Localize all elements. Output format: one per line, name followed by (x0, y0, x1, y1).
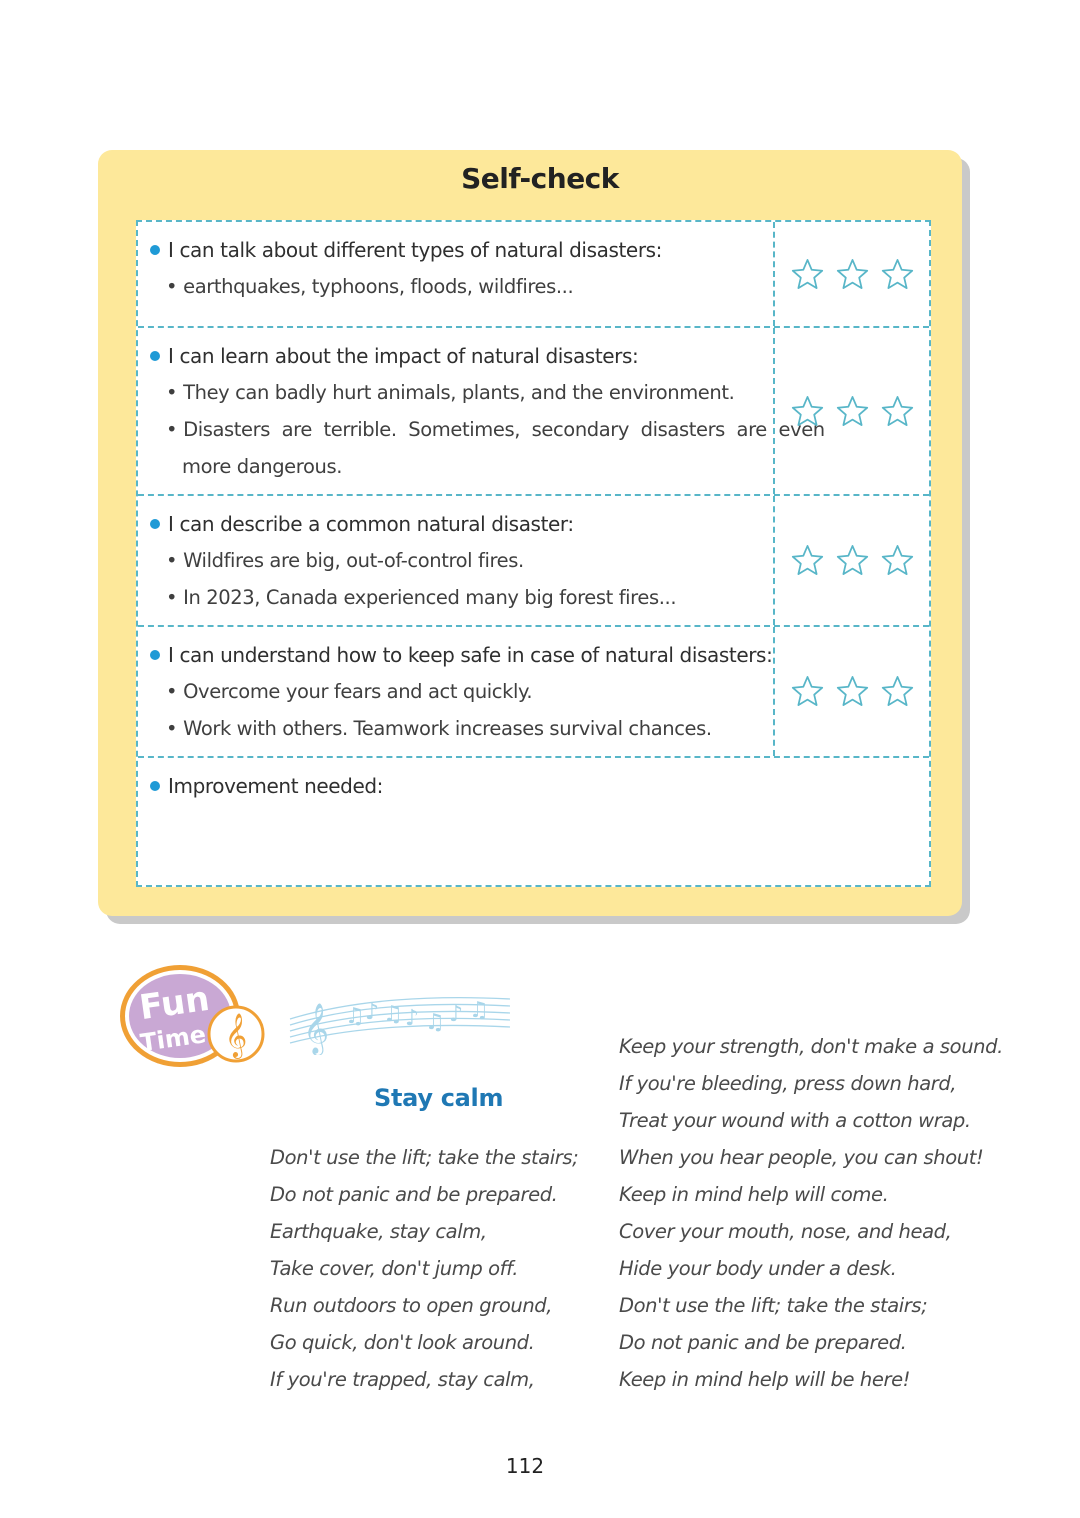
verse-line: Don't use the lift; take the stairs; (270, 1146, 579, 1169)
verse-line: Cover your mouth, nose, and head, (619, 1220, 952, 1243)
verse-line: Don't use the lift; take the stairs; (619, 1294, 928, 1317)
item-text-cell (138, 328, 825, 494)
item-main-line (150, 512, 574, 536)
item-text-cell (138, 627, 775, 756)
item-sub-line: • Wildfires are big, out-of-control fires. (166, 549, 524, 572)
item-main-text: I can learn about the impact of natural disasters: (168, 344, 639, 368)
svg-text:𝄞: 𝄞 (303, 1003, 330, 1054)
item-sub-continuation: more dangerous. (182, 455, 343, 478)
self-check-table (136, 220, 931, 887)
star-icon[interactable] (881, 258, 914, 291)
verse-line: Keep in mind help will be here! (619, 1368, 911, 1391)
item-sub-line: • They can badly hurt animals, plants, and the environment. (166, 381, 735, 404)
item-sub-text: In 2023, Canada experienced many big forest fires... (183, 586, 677, 609)
svg-text:♫: ♫ (425, 1010, 445, 1035)
item-sub-line: • Disasters are terrible. Sometimes, secondary disasters are even (166, 418, 825, 441)
star-icon[interactable] (791, 544, 824, 577)
star-rating[interactable] (775, 222, 930, 326)
star-icon[interactable] (881, 675, 914, 708)
star-rating[interactable] (775, 496, 930, 625)
verse-line: If you're trapped, stay calm, (270, 1368, 535, 1391)
item-text-cell (138, 496, 775, 625)
item-sub-line: • Overcome your fears and act quickly. (166, 680, 533, 703)
star-icon[interactable] (881, 395, 914, 428)
verse-line: When you hear people, you can shout! (619, 1146, 984, 1169)
verse-line: Hide your body under a desk. (619, 1257, 897, 1280)
self-check-title: Self-check (461, 162, 619, 195)
item-sub-line: • In 2023, Canada experienced many big forest fires... (166, 586, 677, 609)
item-main-text: I can talk about different types of natural disasters: (168, 238, 663, 262)
item-sub-line: • Work with others. Teamwork increases survival chances. (166, 717, 712, 740)
star-icon[interactable] (836, 258, 869, 291)
badge-fun-text: Fun (137, 978, 212, 1029)
verse-line: Take cover, don't jump off. (270, 1257, 519, 1280)
page-number: 112 (505, 1454, 545, 1478)
blue-bullet-icon (150, 781, 160, 791)
item-main-line (150, 344, 638, 368)
blue-bullet-icon (150, 519, 160, 529)
verse-line: Do not panic and be prepared. (270, 1183, 558, 1206)
svg-text:♫: ♫ (345, 1004, 365, 1029)
svg-text:♪: ♪ (365, 1000, 380, 1025)
item-main-text: I can understand how to keep safe in case of natural disasters: (168, 643, 773, 667)
star-rating[interactable] (775, 627, 930, 756)
star-rating[interactable] (775, 328, 930, 494)
svg-text:♫: ♫ (383, 1002, 403, 1027)
improvement-row[interactable] (138, 758, 929, 885)
item-main-line (150, 238, 662, 262)
star-icon[interactable] (881, 544, 914, 577)
item-sub-text: Work with others. Teamwork increases survival chances. (183, 717, 712, 740)
fun-time-badge (118, 962, 268, 1072)
item-sub-text: Overcome your fears and act quickly. (183, 680, 533, 703)
blue-bullet-icon (150, 650, 160, 660)
verse-line: If you're bleeding, press down hard, (619, 1072, 957, 1095)
star-icon[interactable] (791, 395, 824, 428)
item-sub-text: Disasters are terrible. Sometimes, secondary disasters are even (183, 418, 825, 441)
blue-bullet-icon (150, 351, 160, 361)
music-notes-icon (285, 985, 515, 1055)
verse-line: Keep your strength, don't make a sound. (619, 1035, 1003, 1058)
verse-line: Do not panic and be prepared. (619, 1331, 907, 1354)
verse-line: Run outdoors to open ground, (270, 1294, 553, 1317)
improvement-label-text: Improvement needed: (168, 774, 384, 798)
star-icon[interactable] (836, 544, 869, 577)
item-text-cell (138, 222, 775, 326)
item-sub-text: Wildfires are big, out-of-control fires. (183, 549, 524, 572)
item-sub-text: They can badly hurt animals, plants, and the environment. (183, 381, 735, 404)
table-row (138, 222, 929, 328)
star-icon[interactable] (791, 675, 824, 708)
item-sub-line: • earthquakes, typhoons, floods, wildfires... (166, 275, 574, 298)
improvement-label (150, 774, 383, 798)
svg-text:♪: ♪ (449, 1002, 464, 1027)
star-icon[interactable] (791, 258, 824, 291)
verse-line: Go quick, don't look around. (270, 1331, 535, 1354)
verse-line: Earthquake, stay calm, (270, 1220, 487, 1243)
star-icon[interactable] (836, 395, 869, 428)
svg-text:♫: ♫ (469, 998, 489, 1023)
verse-line: Treat your wound with a cotton wrap. (619, 1109, 971, 1132)
star-icon[interactable] (836, 675, 869, 708)
table-row (138, 328, 929, 496)
table-row (138, 496, 929, 627)
table-row (138, 627, 929, 758)
item-sub-text: earthquakes, typhoons, floods, wildfires... (183, 275, 574, 298)
treble-clef-icon: 𝄞 (224, 1013, 248, 1057)
item-main-text: I can describe a common natural disaster: (168, 512, 574, 536)
song-title: Stay calm (374, 1084, 504, 1112)
svg-text:♪: ♪ (405, 1006, 420, 1031)
blue-bullet-icon (150, 245, 160, 255)
verse-line: Keep in mind help will come. (619, 1183, 889, 1206)
item-main-line (150, 643, 772, 667)
badge-time-text: Time (138, 1020, 208, 1058)
